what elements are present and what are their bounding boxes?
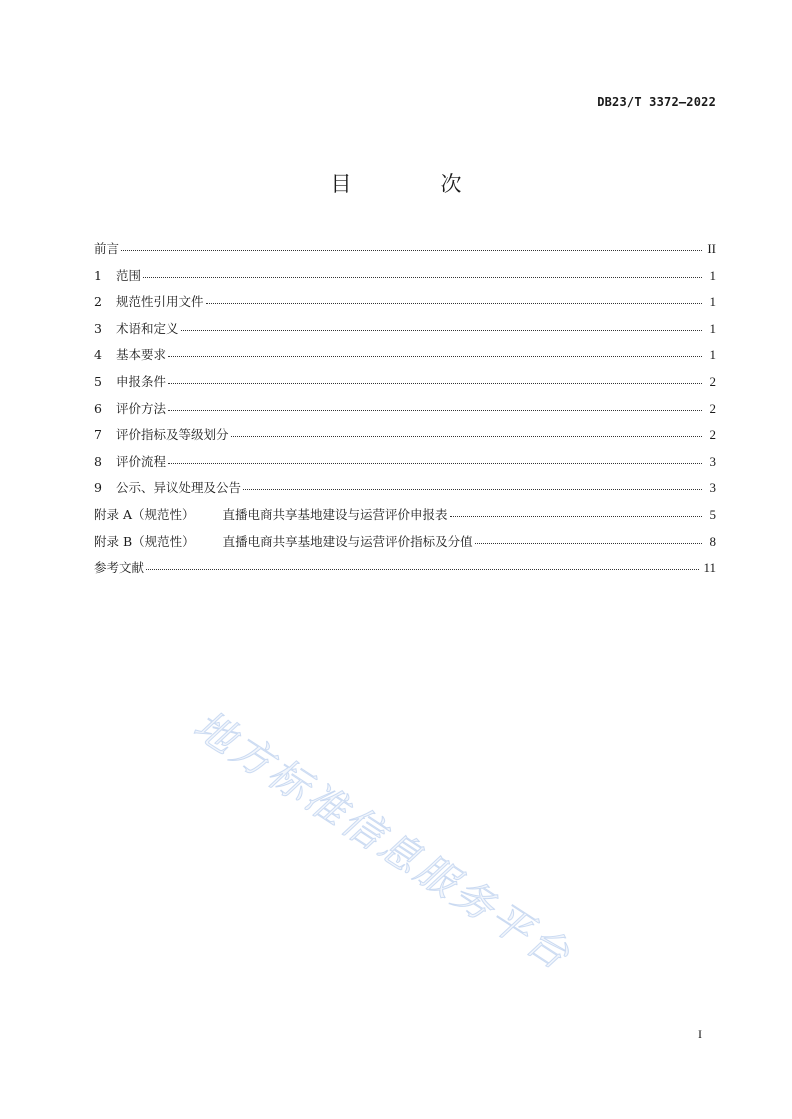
watermark: 地方标准信息服务平台 <box>185 702 580 981</box>
toc-leader <box>121 236 702 251</box>
toc-number: 5 <box>94 373 102 389</box>
toc-page: 1 <box>709 294 716 310</box>
toc-entry-evaluation-process[interactable] <box>94 451 716 478</box>
toc-entry-evaluation-indicators[interactable] <box>94 424 716 451</box>
toc-entry-publicity[interactable] <box>94 477 716 504</box>
toc-entry-foreword[interactable] <box>94 238 716 265</box>
table-of-contents <box>94 238 716 584</box>
toc-page: 11 <box>703 560 716 576</box>
toc-label-title: 直播电商共享基地建设与运营评价指标及分值 <box>222 533 473 549</box>
toc-number: 3 <box>94 320 102 336</box>
toc-entry-scope[interactable] <box>94 265 716 292</box>
toc-leader <box>143 263 702 278</box>
toc-leader <box>168 369 702 384</box>
toc-page: 8 <box>709 533 716 549</box>
toc-label: 参考文献 <box>94 560 145 576</box>
toc-entry-appendix-b[interactable] <box>94 531 716 558</box>
toc-label: 评价指标及等级划分 <box>116 427 229 443</box>
toc-number: 6 <box>94 400 102 416</box>
toc-number: 4 <box>94 347 102 363</box>
page-title: 目 次 <box>330 172 496 196</box>
toc-number: 2 <box>94 294 102 310</box>
toc-number: 1 <box>94 267 102 283</box>
toc-leader <box>168 449 702 464</box>
toc-page: 3 <box>709 453 716 469</box>
toc-leader <box>450 502 702 517</box>
toc-label: 附录 A（规范性） <box>94 506 195 522</box>
toc-page: 3 <box>709 480 716 496</box>
toc-leader <box>231 422 702 437</box>
toc-label: 基本要求 <box>116 347 167 363</box>
toc-page: 1 <box>709 320 716 336</box>
toc-leader <box>206 289 702 304</box>
toc-leader <box>475 529 702 544</box>
toc-entry-normative-references[interactable] <box>94 291 716 318</box>
toc-entry-appendix-a[interactable] <box>94 504 716 531</box>
toc-page: 5 <box>709 506 716 522</box>
standard-code: DB23/T 3372—2022 <box>597 95 716 109</box>
toc-number: 7 <box>94 427 102 443</box>
toc-leader <box>168 342 702 357</box>
toc-label: 评价流程 <box>116 453 167 469</box>
toc-label: 范围 <box>116 267 142 283</box>
toc-page: 2 <box>709 427 716 443</box>
toc-leader <box>146 555 699 570</box>
toc-number: 9 <box>94 480 102 496</box>
toc-label: 评价方法 <box>116 400 167 416</box>
toc-label-title: 直播电商共享基地建设与运营评价申报表 <box>222 506 448 522</box>
toc-page: 2 <box>709 400 716 416</box>
toc-page: 1 <box>709 267 716 283</box>
toc-entry-basic-requirements[interactable] <box>94 344 716 371</box>
toc-label: 术语和定义 <box>116 320 179 336</box>
toc-page: II <box>707 241 716 256</box>
toc-label: 申报条件 <box>116 373 167 389</box>
toc-label: 公示、异议处理及公告 <box>116 480 242 496</box>
toc-leader <box>168 396 702 411</box>
toc-leader <box>181 316 702 331</box>
page-number: I <box>698 1027 702 1041</box>
toc-page: 1 <box>709 347 716 363</box>
toc-entry-evaluation-method[interactable] <box>94 398 716 425</box>
toc-leader <box>243 475 702 490</box>
toc-page: 2 <box>709 373 716 389</box>
toc-entry-application-conditions[interactable] <box>94 371 716 398</box>
toc-entry-bibliography[interactable] <box>94 557 716 584</box>
toc-label: 规范性引用文件 <box>116 294 204 310</box>
toc-label: 附录 B（规范性） <box>94 533 195 549</box>
toc-entry-terms[interactable] <box>94 318 716 345</box>
toc-label: 前言 <box>94 241 120 256</box>
toc-number: 8 <box>94 453 102 469</box>
